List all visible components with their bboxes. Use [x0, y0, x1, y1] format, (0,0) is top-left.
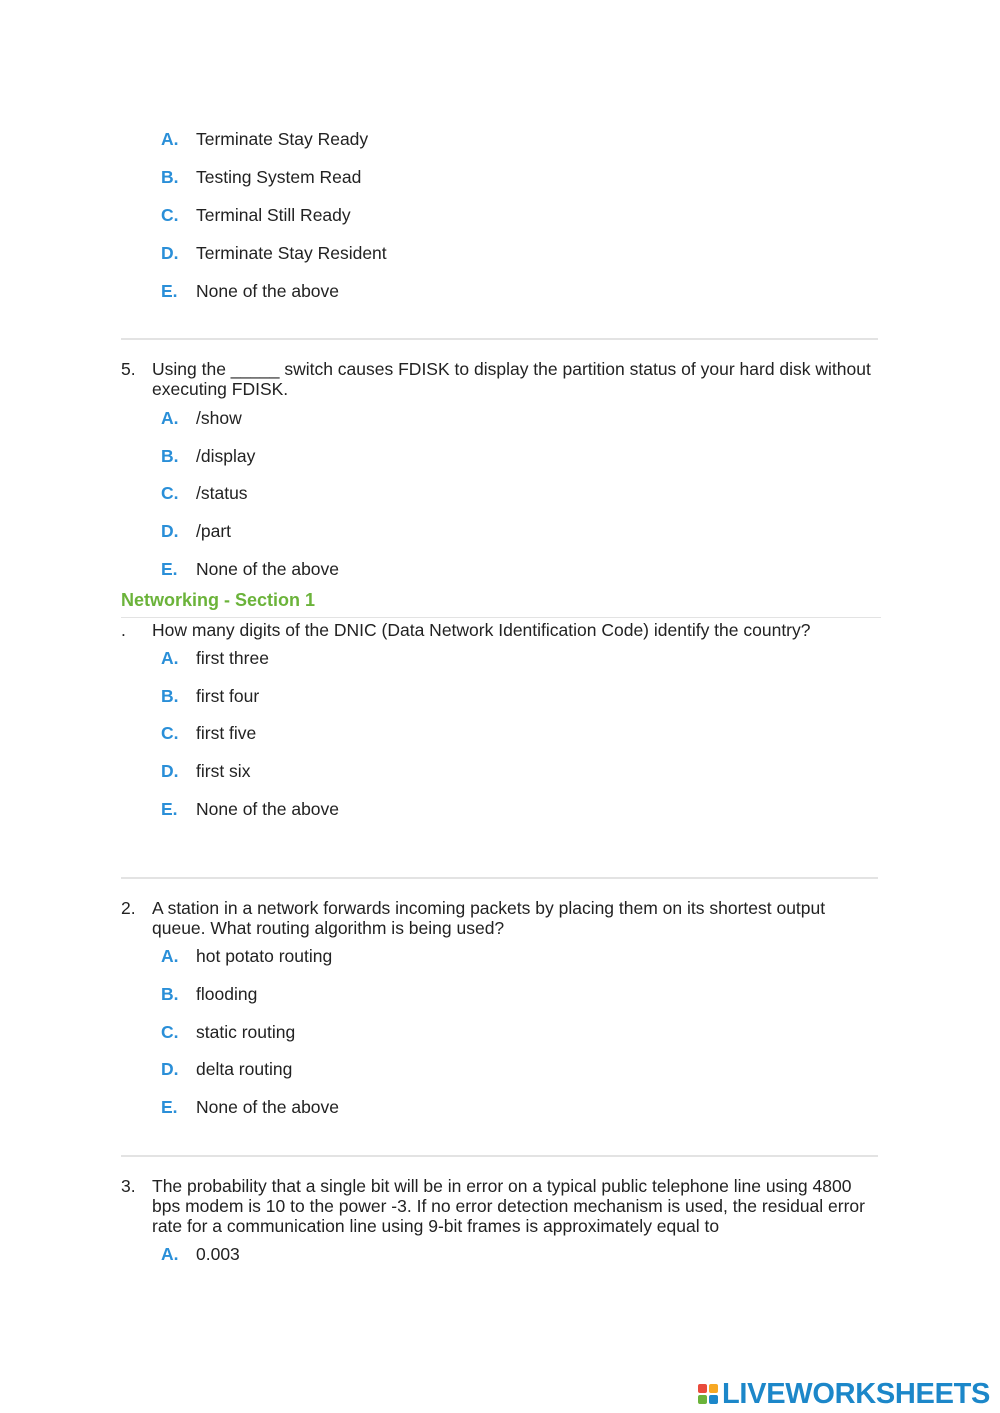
- logo-mark-tile: [698, 1395, 707, 1404]
- n3-option-a[interactable]: [161, 1243, 240, 1265]
- option-text: first five: [196, 723, 257, 743]
- question-3: [121, 1176, 878, 1236]
- question-text: Using the _____ switch causes FDISK to display the partition status of your hard disk without executing FDISK.: [152, 359, 871, 399]
- question-number: 5.: [121, 359, 136, 379]
- option-text: Terminate Stay Ready: [196, 129, 369, 149]
- question-number: 3.: [121, 1176, 136, 1196]
- question-2: [121, 898, 878, 938]
- logo-mark-icon: [698, 1384, 718, 1404]
- option-text: None of the above: [196, 559, 340, 579]
- divider: [121, 1155, 878, 1157]
- option-text: Terminate Stay Resident: [196, 243, 387, 263]
- option-text: /show: [196, 408, 242, 428]
- section-divider: [121, 617, 881, 618]
- option-letter: D.: [161, 761, 179, 781]
- option-text: /part: [196, 521, 232, 541]
- option-letter: D.: [161, 243, 179, 263]
- q4-option-b[interactable]: [161, 166, 361, 188]
- n2-option-a[interactable]: [161, 945, 332, 967]
- option-letter: E.: [161, 799, 178, 819]
- option-text: first three: [196, 648, 269, 668]
- q4-option-d[interactable]: [161, 242, 387, 264]
- option-text: Terminal Still Ready: [196, 205, 351, 225]
- option-letter: D.: [161, 521, 179, 541]
- n1-option-c[interactable]: [161, 722, 256, 744]
- option-letter: B.: [161, 984, 179, 1004]
- n2-option-d[interactable]: [161, 1058, 292, 1080]
- option-text: /status: [196, 483, 248, 503]
- q5-option-b[interactable]: [161, 445, 255, 467]
- option-letter: A.: [161, 946, 179, 966]
- option-letter: E.: [161, 559, 178, 579]
- n1-option-a[interactable]: [161, 647, 269, 669]
- q4-option-a[interactable]: [161, 128, 368, 150]
- option-letter: A.: [161, 648, 179, 668]
- option-text: hot potato routing: [196, 946, 333, 966]
- q4-option-c[interactable]: [161, 204, 351, 226]
- option-letter: A.: [161, 129, 179, 149]
- option-letter: C.: [161, 723, 179, 743]
- option-letter: E.: [161, 1097, 178, 1117]
- q5-option-c[interactable]: [161, 482, 248, 504]
- q5-option-d[interactable]: [161, 520, 231, 542]
- option-text: 0.003: [196, 1244, 240, 1264]
- option-letter: A.: [161, 408, 179, 428]
- option-text: None of the above: [196, 281, 340, 301]
- logo-text: LIVEWORKSHEETS: [722, 1377, 991, 1410]
- option-letter: C.: [161, 483, 179, 503]
- n1-option-e[interactable]: [161, 798, 339, 820]
- question-text: A station in a network forwards incoming packets by placing them on its shortest output queue. What routing algorithm is being used?: [152, 898, 826, 938]
- q5-option-e[interactable]: [161, 558, 339, 580]
- option-text: flooding: [196, 984, 258, 1004]
- question-text: The probability that a single bit will be in error on a typical public telephone line using 4800 bps modem is 10 to the power -3. If no error detection mechanism is used, the residual error rate for a communication line using 9-bit frames is approximately equal to: [152, 1176, 865, 1236]
- option-text: Testing System Read: [196, 167, 362, 187]
- section-heading: Networking - Section 1: [121, 590, 316, 610]
- n2-option-c[interactable]: [161, 1021, 295, 1043]
- option-letter: A.: [161, 1244, 179, 1264]
- option-text: None of the above: [196, 799, 340, 819]
- option-letter: C.: [161, 1022, 179, 1042]
- option-text: delta routing: [196, 1059, 293, 1079]
- option-letter: C.: [161, 205, 179, 225]
- question-1: [121, 620, 878, 640]
- logo-mark-tile: [709, 1395, 718, 1404]
- logo-mark-tile: [709, 1384, 718, 1393]
- n1-option-b[interactable]: [161, 685, 259, 707]
- q4-option-e[interactable]: [161, 280, 339, 302]
- option-text: static routing: [196, 1022, 296, 1042]
- option-text: /display: [196, 446, 256, 466]
- q5-option-a[interactable]: [161, 407, 242, 429]
- n2-option-e[interactable]: [161, 1096, 339, 1118]
- question-text: How many digits of the DNIC (Data Network Identification Code) identify the country?: [152, 620, 811, 640]
- question-5: [121, 359, 878, 399]
- option-text: None of the above: [196, 1097, 340, 1117]
- option-text: first six: [196, 761, 251, 781]
- divider: [121, 877, 878, 879]
- divider: [121, 338, 878, 340]
- option-letter: B.: [161, 167, 179, 187]
- option-letter: D.: [161, 1059, 179, 1079]
- question-number: 2.: [121, 898, 136, 918]
- liveworksheets-logo: [698, 1378, 990, 1410]
- option-letter: B.: [161, 686, 179, 706]
- question-number: .: [121, 620, 126, 640]
- option-letter: B.: [161, 446, 179, 466]
- n1-option-d[interactable]: [161, 760, 250, 782]
- option-text: first four: [196, 686, 260, 706]
- option-letter: E.: [161, 281, 178, 301]
- logo-mark-tile: [698, 1384, 707, 1393]
- n2-option-b[interactable]: [161, 983, 257, 1005]
